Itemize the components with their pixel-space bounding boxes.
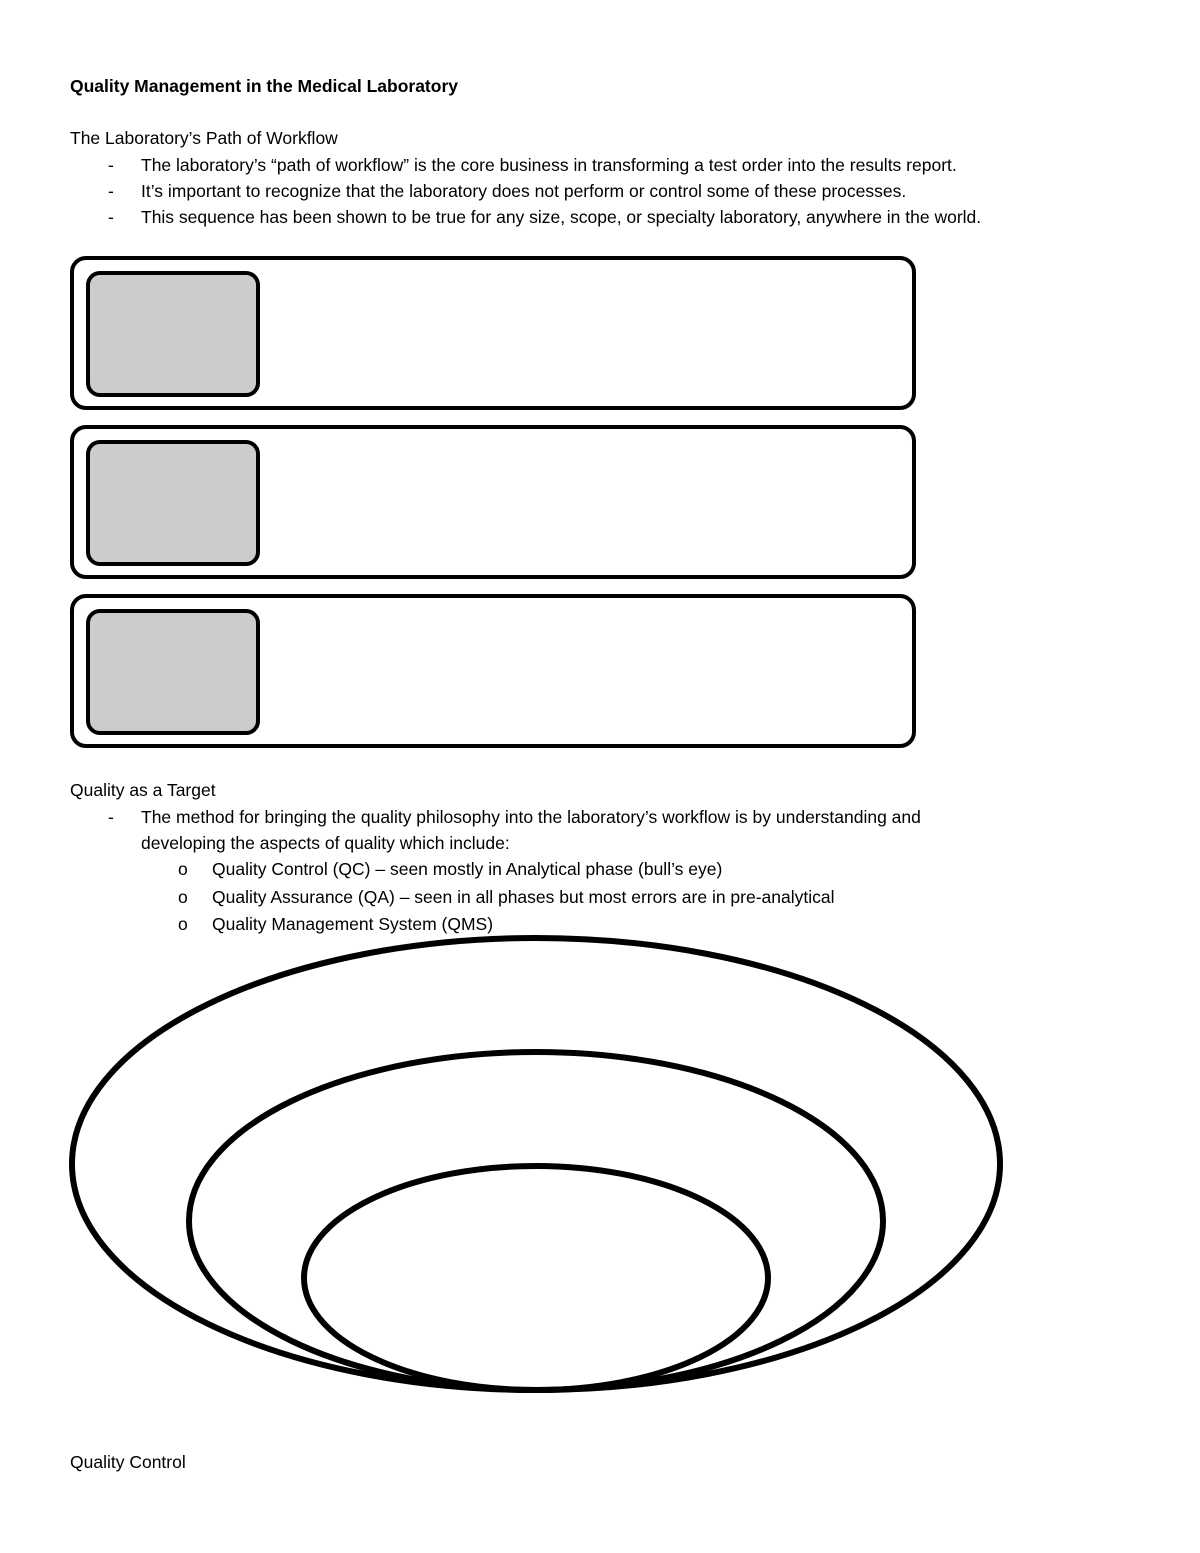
- bullet-marker: -: [108, 807, 114, 827]
- bullet-marker: -: [108, 181, 114, 201]
- middle-ring-qa: [189, 1052, 883, 1390]
- list-item: It’s important to recognize that the laboratory does not perform or control some of these processes.: [141, 181, 907, 201]
- workflow-phase-box: [70, 594, 916, 748]
- workflow-phase-box: [70, 425, 916, 579]
- sub-bullet-marker: o: [178, 914, 188, 934]
- sub-list-item: Quality Assurance (QA) – seen in all phases but most errors are in pre-analytical: [212, 887, 835, 907]
- workflow-phase-label-box: [86, 440, 260, 566]
- sub-bullet-marker: o: [178, 887, 188, 907]
- quality-target-diagram: [0, 920, 1100, 1400]
- list-item: The laboratory’s “path of workflow” is the core business in transforming a test order into the results report.: [141, 155, 957, 175]
- page-title: Quality Management in the Medical Laboratory: [70, 76, 458, 96]
- sub-list-item: Quality Control (QC) – seen mostly in Analytical phase (bull’s eye): [212, 859, 723, 879]
- list-item-continuation: developing the aspects of quality which include:: [141, 833, 510, 853]
- sub-list-item: Quality Management System (QMS): [212, 914, 494, 934]
- section-heading-quality-control: Quality Control: [70, 1452, 186, 1472]
- bullet-marker: -: [108, 155, 114, 175]
- workflow-phase-label-box: [86, 609, 260, 735]
- list-item: The method for bringing the quality philosophy into the laboratory’s workflow is by understanding and: [141, 807, 921, 827]
- workflow-phase-box: [70, 256, 916, 410]
- inner-ring-qc: [304, 1166, 768, 1390]
- workflow-phase-label-box: [86, 271, 260, 397]
- section-heading-quality-target: Quality as a Target: [70, 780, 216, 800]
- bullet-marker: -: [108, 207, 114, 227]
- sub-bullet-marker: o: [178, 859, 188, 879]
- list-item: This sequence has been shown to be true for any size, scope, or specialty laboratory, anywhere in the world.: [141, 207, 982, 227]
- section-heading-workflow: The Laboratory’s Path of Workflow: [70, 128, 338, 148]
